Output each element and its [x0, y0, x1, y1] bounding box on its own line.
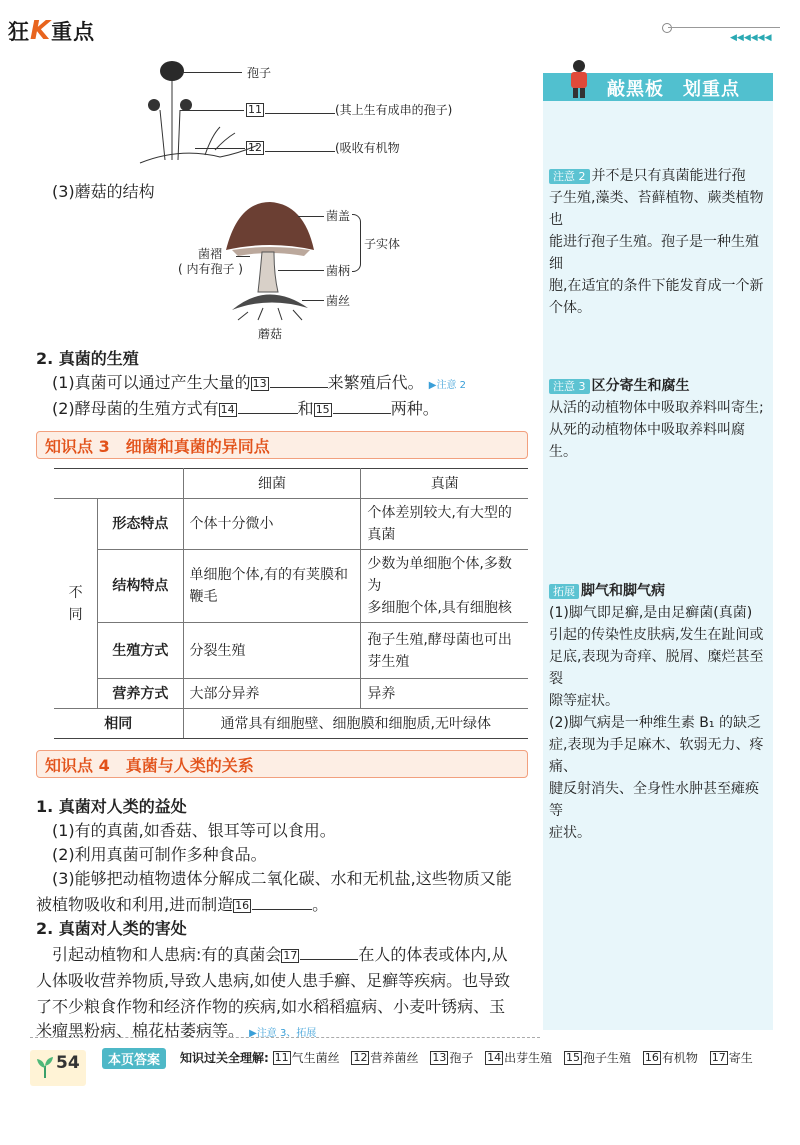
label-mushroom: 蘑菇	[258, 327, 283, 341]
diff-label	[54, 499, 98, 709]
cell-fungi-a: 少数为单细胞个体,多数为	[367, 556, 512, 594]
note2-l0: 并不是只有真菌能进行孢	[591, 168, 746, 184]
label-stem: 菌柄	[326, 264, 351, 278]
answer-text: 有机物	[661, 1051, 698, 1065]
mold-diagram	[120, 55, 260, 175]
leader-11	[180, 110, 244, 111]
ext-l4: (2)脚气病是一种维生素 B₁ 的缺乏	[549, 715, 761, 731]
reproduction-title: 2. 真菌的生殖	[36, 349, 139, 368]
benefit-l2: (2)利用真菌可制作多种食品。	[52, 845, 267, 864]
cell-bacteria: 个体十分微小	[183, 499, 361, 550]
blank-number-17: 17	[283, 949, 298, 962]
blank-15[interactable]	[333, 413, 391, 414]
benefit-l1: (1)有的真菌,如香菇、银耳等可以食用。	[52, 821, 336, 840]
ext-l0: (1)脚气即足癣,是由足癣菌(真菌)	[549, 605, 753, 621]
comparison-table	[54, 468, 528, 739]
answer-item	[710, 1051, 753, 1065]
label-gill: 菌褶	[198, 247, 223, 261]
answer-item	[564, 1051, 631, 1065]
answer-text: 气生菌丝	[291, 1051, 340, 1065]
cell-bacteria-a: 单细胞个体,有的有荚膜和	[189, 567, 348, 583]
answer-item	[273, 1051, 340, 1065]
harm-l4-text: 米瘤黑粉病、棉花枯萎病等。	[36, 1021, 245, 1040]
note2-line	[549, 165, 771, 187]
label-spore: 孢子	[247, 66, 272, 80]
answer-num: 12	[353, 1051, 368, 1064]
blank-17[interactable]	[300, 959, 358, 960]
cell-bacteria: 大部分异养	[183, 679, 361, 709]
answer-num: 11	[274, 1051, 289, 1064]
benefit-l4	[36, 893, 328, 917]
kp4-title: 知识点 4 真菌与人类的关系	[45, 756, 254, 775]
answer-text: 营养菌丝	[370, 1051, 419, 1065]
ext-l5: 症,表现为手足麻木、软弱无力、疼痛、	[549, 737, 764, 775]
blank-number-14: 14	[220, 403, 235, 416]
ext-head	[549, 580, 771, 602]
blank-16[interactable]	[252, 909, 312, 910]
table-corner	[54, 469, 183, 499]
answer-item	[643, 1051, 698, 1065]
diff-label-b: 同	[68, 606, 83, 623]
note2-l4: 个体。	[549, 300, 591, 316]
note2-l3: 胞,在适宜的条件下能发育成一个新	[549, 278, 764, 294]
harm-l4	[36, 1019, 316, 1046]
mushroom-title: (3)蘑菇的结构	[52, 182, 155, 201]
kp3-title: 知识点 3 细菌和真菌的异同点	[45, 437, 270, 456]
ext-title: 脚气和脚气病	[581, 583, 665, 599]
ext-l1: 引起的传染性皮肤病,发生在趾间或	[549, 627, 764, 643]
leader-12	[195, 148, 245, 149]
answers-row	[180, 1049, 761, 1066]
cell-fungi-a: 孢子生殖,酵母菌也可出	[367, 631, 512, 648]
spore-leader	[182, 72, 242, 73]
note-3	[549, 375, 771, 463]
note2-l1: 子生殖,藻类、苔藓植物、蕨类植物也	[549, 190, 764, 228]
ext-l3: 隙等症状。	[549, 693, 619, 709]
answer-text: 寄生	[728, 1051, 753, 1065]
blank-13[interactable]	[270, 387, 328, 388]
col-fungi: 真菌	[361, 469, 528, 499]
answer-text: 出芽生殖	[504, 1051, 553, 1065]
cap-leader	[298, 216, 324, 217]
answer-item	[485, 1051, 552, 1065]
answers-title: 知识过关全理解:	[180, 1051, 269, 1065]
harm-l1	[52, 943, 508, 967]
cell-fungi	[361, 623, 528, 679]
cell-fungi	[361, 550, 528, 623]
repro-l2b: 和	[297, 399, 314, 418]
label-cap: 菌盖	[326, 209, 351, 223]
answer-item	[430, 1051, 473, 1065]
label-hypha: 菌丝	[326, 294, 351, 308]
same-text: 通常具有细胞壁、细胞膜和细胞质,无叶绿体	[183, 709, 528, 739]
note3-title: 区分寄生和腐生	[591, 378, 690, 394]
blank-number-16: 16	[235, 899, 250, 912]
cell-fungi-b: 真菌	[367, 527, 396, 543]
blank-number-11: 11	[248, 103, 262, 116]
note3-head	[549, 375, 771, 397]
answer-item	[351, 1051, 418, 1065]
gill-leader	[236, 256, 250, 257]
note2-tag: 注意 2	[549, 169, 590, 184]
row-label: 生殖方式	[98, 623, 183, 679]
header-dot	[662, 23, 672, 33]
blank-12[interactable]	[265, 151, 335, 152]
repro-l1a: (1)真菌可以通过产生大量的	[52, 373, 251, 392]
hypha-leader	[302, 300, 324, 301]
note3-tag: 注意 3	[549, 379, 590, 394]
cell-fungi-b: 多细胞个体,具有细胞核	[367, 600, 512, 616]
ref-note2[interactable]: ▶注意 2	[428, 380, 467, 391]
blank-14[interactable]	[238, 413, 298, 414]
reproduction-line2	[52, 397, 439, 421]
ext-tag: 拓展	[549, 584, 579, 599]
ext-l7: 症状。	[549, 825, 591, 841]
extension-note	[549, 580, 771, 844]
cell-fungi: 异养	[361, 679, 528, 709]
answer-num: 13	[432, 1051, 447, 1064]
col-bacteria: 细菌	[183, 469, 361, 499]
note3-l0: 从活的动植物体中吸取养料叫寄生;	[549, 400, 764, 416]
blank-number-13: 13	[252, 377, 267, 390]
answer-num: 15	[566, 1051, 581, 1064]
harm-l3: 了不少粮食作物和经济作物的疾病,如水稻稻瘟病、小麦叶锈病、玉	[36, 997, 506, 1016]
row-label: 营养方式	[98, 679, 183, 709]
header-rule	[668, 27, 780, 28]
blank-number-15: 15	[315, 403, 330, 416]
cell-fungi	[361, 499, 528, 550]
ref-note3-ext[interactable]: ▶注意 3、拓展	[249, 1028, 317, 1039]
answer-text: 孢子生殖	[583, 1051, 632, 1065]
harm-title: 2. 真菌对人类的害处	[36, 919, 187, 938]
blank-11-row	[246, 101, 452, 118]
answer-text: 孢子	[449, 1051, 474, 1065]
harm-l2: 人体吸收营养物质,导致人患病,如使人患手癣、足癣等疾病。也导致	[36, 971, 511, 990]
row-label: 结构特点	[98, 550, 183, 623]
answer-num: 16	[644, 1051, 659, 1064]
reproduction-line1	[52, 371, 466, 398]
note2-l2: 能进行孢子生殖。孢子是一种生殖细	[549, 234, 759, 272]
sidebar-title: 敲黑板 划重点	[607, 79, 740, 100]
label-11: (其上生有成串的孢子)	[335, 103, 453, 117]
answer-num: 17	[711, 1051, 726, 1064]
diff-label-a: 不	[68, 584, 83, 601]
kp3-banner	[36, 431, 528, 459]
answer-num: 14	[487, 1051, 502, 1064]
benefit-l4-end: 。	[312, 895, 329, 914]
answers-tag: 本页答案	[102, 1048, 166, 1069]
stem-leader	[278, 270, 324, 271]
brand-post: 重点	[51, 20, 96, 44]
benefit-l4-text: 被植物吸收和利用,进而制造	[36, 895, 234, 914]
harm-l1a: 引起动植物和人患病:有的真菌会	[52, 945, 282, 964]
brand-k: K	[30, 16, 52, 46]
same-label: 相同	[54, 709, 183, 739]
blank-11[interactable]	[265, 113, 335, 114]
page-number: 54	[56, 1053, 80, 1073]
repro-l2a: (2)酵母菌的生殖方式有	[52, 399, 219, 418]
cell-bacteria	[183, 550, 361, 623]
repro-l1b: 来繁殖后代。	[327, 373, 424, 392]
brand-pre: 狂	[8, 20, 30, 44]
repro-l2c: 两种。	[390, 399, 439, 418]
row-label: 形态特点	[98, 499, 183, 550]
cell-bacteria: 分裂生殖	[183, 623, 361, 679]
benefit-l3: (3)能够把动植物遗体分解成二氧化碳、水和无机盐,这些物质又能	[52, 869, 512, 888]
label-fruit-body: 子实体	[364, 237, 401, 251]
kp4-banner	[36, 750, 528, 778]
note-2	[549, 165, 771, 319]
blank-number-12: 12	[248, 141, 262, 154]
harm-l1b: 在人的体表或体内,从	[358, 945, 508, 964]
brand-logo	[8, 16, 95, 46]
label-gill-note: ( 内有孢子 )	[178, 262, 243, 276]
teacher-icon	[566, 58, 592, 100]
cell-fungi-b: 芽生殖	[367, 653, 410, 670]
benefit-title: 1. 真菌对人类的益处	[36, 797, 187, 816]
fruit-brace	[352, 214, 361, 272]
sprout-icon	[36, 1056, 54, 1078]
label-12: (吸收有机物	[335, 141, 400, 155]
cell-fungi-a: 个体差别较大,有大型的	[367, 505, 512, 521]
footer-divider	[30, 1037, 540, 1038]
header-arrows: ◀◀◀◀◀◀	[730, 33, 772, 43]
ext-l2: 足底,表现为奇痒、脱屑、糜烂甚至裂	[549, 649, 764, 687]
ext-l6: 腱反射消失、全身性水肿甚至瘫痪等	[549, 781, 759, 819]
blank-12-row	[246, 139, 400, 156]
note3-l1: 从死的动植物体中吸取养料叫腐生。	[549, 422, 745, 460]
cell-bacteria-b: 鞭毛	[189, 589, 218, 605]
